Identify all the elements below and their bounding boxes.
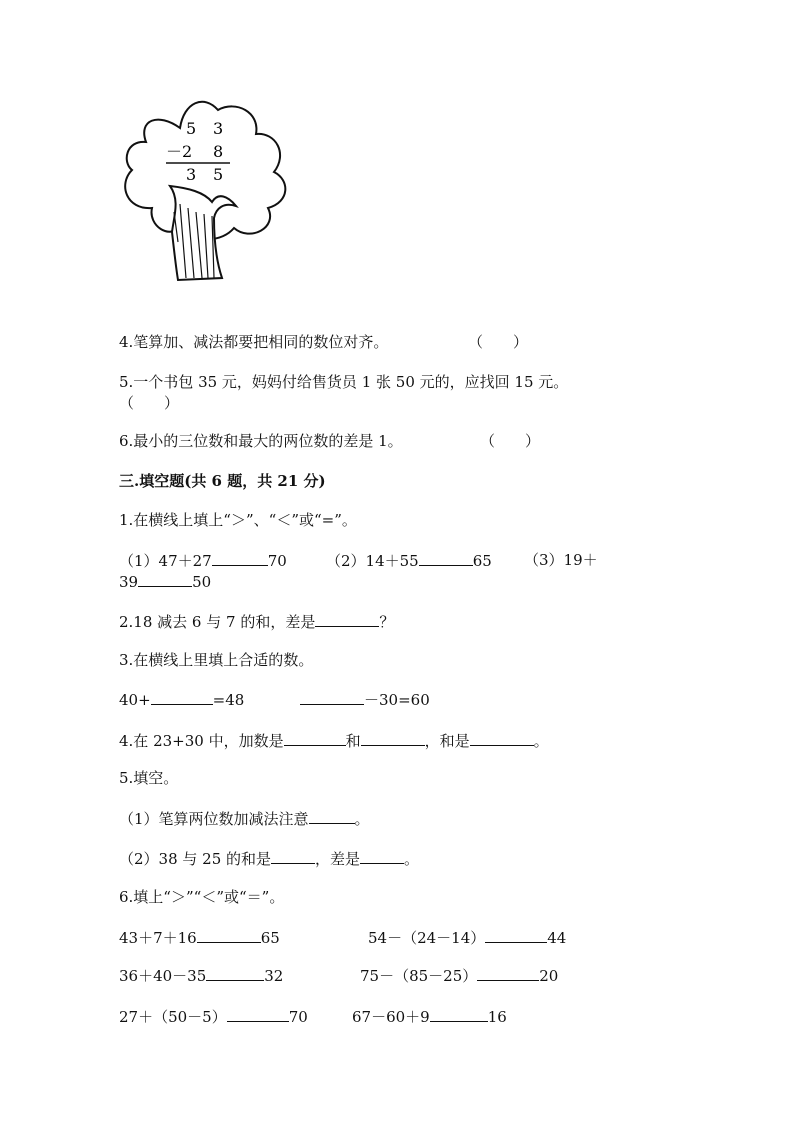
- answer-blank[interactable]: [138, 571, 192, 587]
- fill-q6-r2a: 36＋40－35 32: [119, 967, 284, 985]
- fill-q3-row-b: －30=60: [300, 689, 430, 710]
- tree-illustration: [118, 92, 293, 287]
- fill-q1-row-b: （2）14＋55 65: [326, 552, 492, 570]
- answer-blank[interactable]: [271, 848, 315, 864]
- answer-blank[interactable]: [284, 730, 346, 746]
- answer-blank[interactable]: [361, 730, 425, 746]
- answer-blank[interactable]: [477, 965, 539, 981]
- answer-blank[interactable]: [227, 1006, 289, 1022]
- fill-q6-r3b: 67－60＋9 16: [352, 1008, 507, 1026]
- answer-blank[interactable]: [360, 848, 404, 864]
- answer-blank[interactable]: [470, 730, 534, 746]
- fill-q3: 3.在横线上里填上合适的数。: [119, 651, 314, 669]
- fill-q6-r2b: 75－（85－25） 20: [360, 967, 559, 985]
- fill-q6-r1b: 54－（24－14） 44: [368, 929, 567, 947]
- fill-q3-row-a: 40+ =48: [119, 691, 245, 709]
- fill-q2: 2.18 减去 6 与 7 的和，差是 ？: [119, 613, 395, 631]
- section-title: 三.填空题(共 6 题，共 21 分): [119, 472, 326, 490]
- minuend-tens: 5: [186, 119, 197, 138]
- answer-blank[interactable]: [300, 689, 364, 705]
- fill-q6-r3a: 27＋（50－5） 70: [119, 1008, 308, 1026]
- answer-blank[interactable]: [419, 550, 473, 566]
- fill-q1: 1.在横线上填上“＞”、“＜”或“=”。: [119, 511, 357, 529]
- judge-q6: 6.最小的三位数和最大的两位数的差是 1。: [119, 432, 403, 450]
- difference-tens: 3: [186, 165, 197, 184]
- subtrahend-ones: 8: [213, 142, 224, 161]
- minuend-ones: 3: [213, 119, 224, 138]
- fill-q6: 6.填上“＞”“＜”或“＝”。: [119, 888, 285, 906]
- fill-q1-row2: 39 50: [119, 573, 212, 591]
- fill-q6-r1a: 43＋7＋16 65: [119, 929, 280, 947]
- judge-q4: [119, 332, 388, 352]
- judge-q6-paren[interactable]: （ ）: [480, 432, 541, 450]
- answer-blank[interactable]: [206, 965, 264, 981]
- judge-q4-paren[interactable]: （ ）: [468, 333, 529, 351]
- answer-blank[interactable]: [315, 611, 379, 627]
- tree-trunk: [170, 186, 236, 280]
- answer-blank[interactable]: [485, 927, 547, 943]
- fill-q4: 4.在 23+30 中，加数是 和 ，和是 。: [119, 732, 549, 750]
- answer-blank[interactable]: [151, 689, 213, 705]
- fill-q1-row: （1）47＋27 70: [119, 552, 287, 570]
- answer-blank[interactable]: [309, 808, 355, 824]
- answer-blank[interactable]: [197, 927, 261, 943]
- answer-blank[interactable]: [212, 550, 268, 566]
- fill-q1-row-c: （3）19＋: [524, 551, 598, 569]
- judge-q4-text: 4.笔算加、减法都要把相同的数位对齐。: [119, 333, 389, 351]
- fill-q5: 5.填空。: [119, 769, 179, 787]
- fill-q5-s2: （2）38 与 25 的和是 ，差是 。: [119, 850, 420, 868]
- answer-blank[interactable]: [430, 1006, 488, 1022]
- judge-q5: 5.一个书包 35 元，妈妈付给售货员 1 张 50 元的，应找回 15 元。: [119, 373, 569, 391]
- fill-q5-s1: （1）笔算两位数加减法注意 。: [119, 810, 370, 828]
- judge-q5-paren[interactable]: （ ）: [119, 394, 180, 412]
- difference-ones: 5: [213, 165, 224, 184]
- subtrahend-tens: －2: [166, 142, 193, 161]
